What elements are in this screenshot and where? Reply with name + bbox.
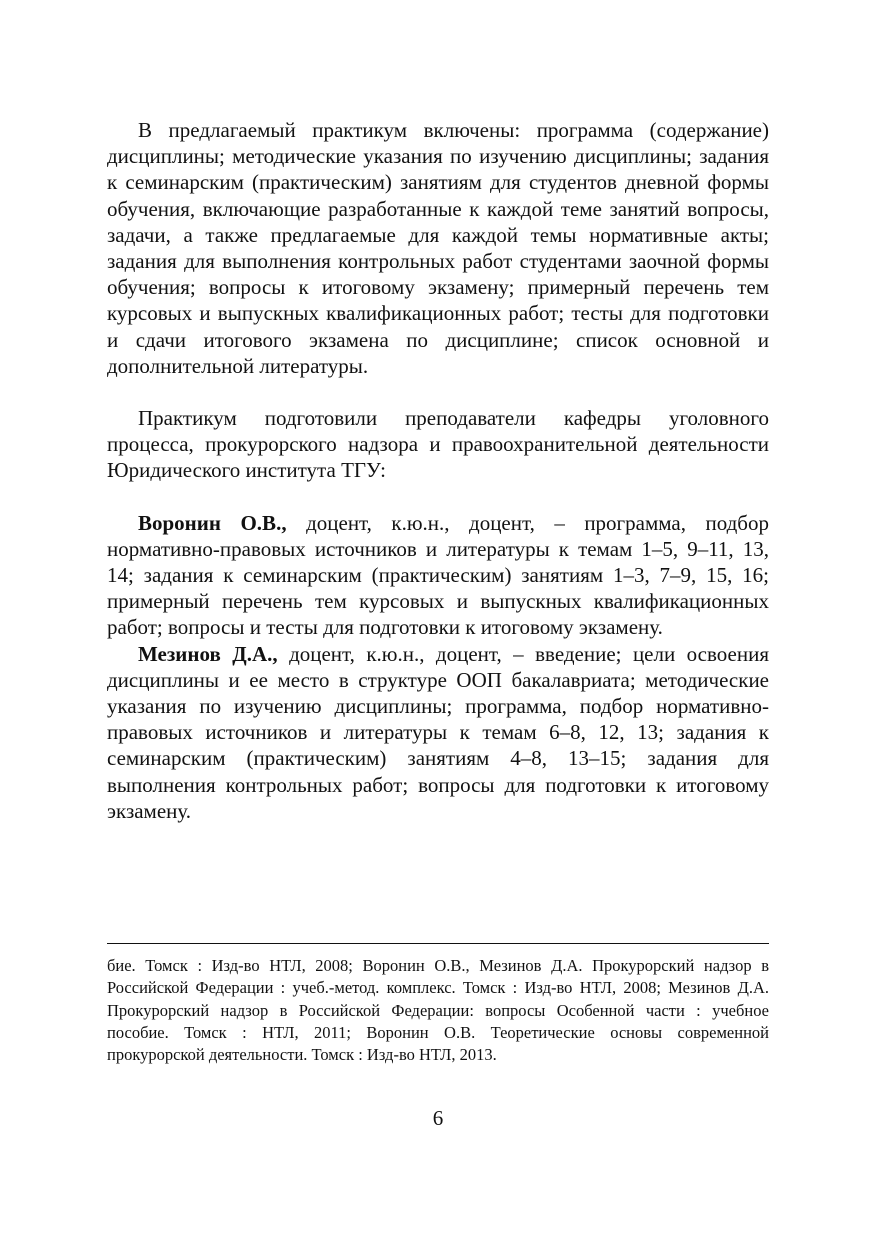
prepared-by-paragraph: Практикум подготовили преподаватели кафедры уголовного процесса, прокурорского надзора и правоохранительной деятельности Юридического института ТГУ: xyxy=(107,406,769,483)
page-number: 6 xyxy=(432,1106,444,1130)
footnote-text: бие. Томск : Изд-во НТЛ, 2008; Воронин О.В., Мезинов Д.А. Прокурорский надзор в Российской Федерации : учеб.-метод. комплекс. Томск : Изд-во НТЛ, 2008; Мезинов Д.А. Прокурорский надзор в Российской Федерации: вопросы Особенной части : учебное пособие. Томск : НТЛ, 2011; Воронин О.В. Теоретические основы современной прокурорской деятельности. Томск : Изд-во НТЛ, 2013. xyxy=(107,956,769,1065)
intro-paragraph: В предлагаемый практикум включены: программа (содержание) дисциплины; методические указания по изучению дисциплины; задания к семинарским (практическим) занятиям для студентов дневной формы обучения, включающие разработанные к каждой теме занятий вопросы, задачи, а также предлагаемые для каждой темы нормативные акты; задания для выполнения контрольных работ студентами заочной формы обучения; вопросы к итоговому экзамену; примерный перечень тем курсовых и выпускных квалификационных работ; тесты для подготовки и сдачи итогового экзамена по дисциплине; список основной и дополнительной литературы. xyxy=(107,118,769,378)
footnote-divider xyxy=(107,943,769,944)
author-entry-voronin xyxy=(107,510,769,641)
author-name: Воронин О.В., xyxy=(138,510,287,535)
author-entry-mezinov xyxy=(107,641,769,824)
author-contribution: доцент, к.ю.н., доцент, – введение; цели освоения дисциплины и ее место в структуре ООП бакалавриата; методические указания по изучению дисциплины; программа, подбор нормативно-правовых источников и литературы к темам 6–8, 12, 13; задания к семинарским (практическим) занятиям 4–8, 13–15; задания для выполнения контрольных работ; вопросы для подготовки к итоговому экзамену. xyxy=(107,641,769,823)
author-contribution: доцент, к.ю.н., доцент, – программа, подбор нормативно-правовых источников и литературы к темам 1–5, 9–11, 13, 14; задания к семинарским (практическим) занятиям 1–3, 7–9, 15, 16; примерный перечень тем курсовых и выпускных квалификационных работ; вопросы и тесты для подготовки к итоговому экзамену. xyxy=(107,510,769,640)
page-body xyxy=(107,117,769,824)
author-name: Мезинов Д.А., xyxy=(138,641,278,666)
